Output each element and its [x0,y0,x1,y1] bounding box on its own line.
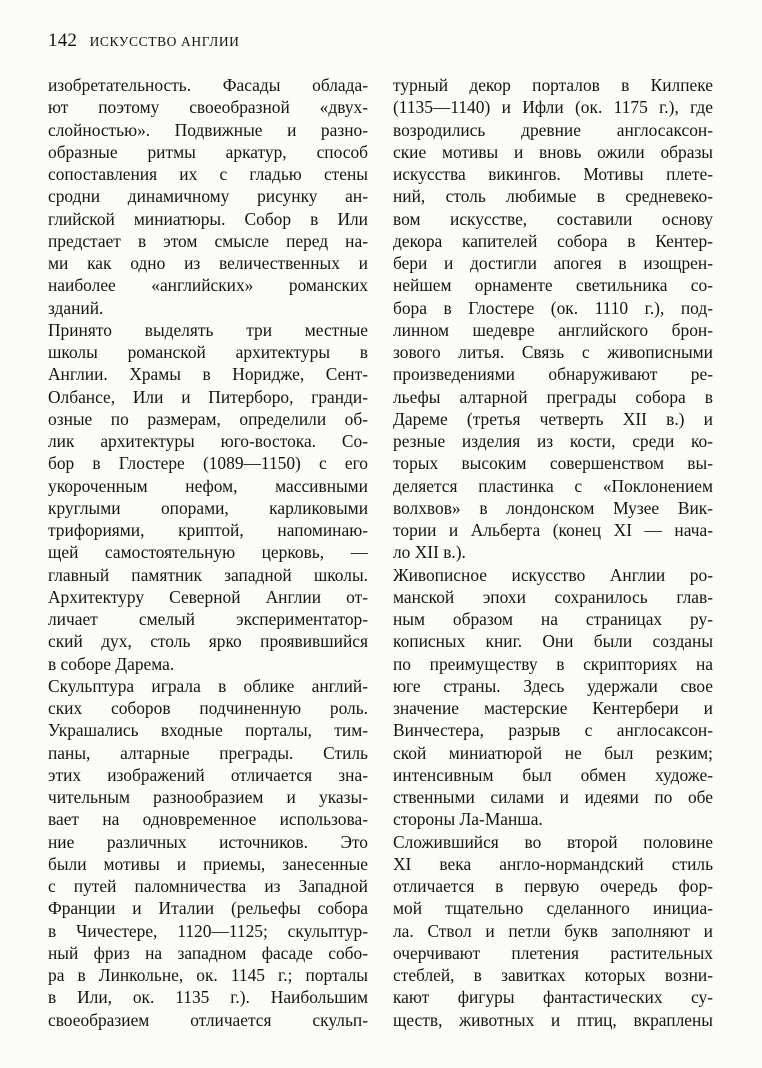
text-line: произведениями обнаруживают ре- [393,364,713,385]
text-line: деляется пластинка с «Поклонением [393,475,713,496]
text-line: озные по размерам, определили об- [48,408,368,429]
text-line: вом искусстве, составили основу [393,208,713,229]
text-line: Дареме (третья четверть XII в.) и [393,408,713,429]
text-line: ми как одно из величественных и [48,253,368,273]
text-line: Олбансе, Или и Питерборо, гранди- [48,386,368,407]
text-line: этих изображений отличается зна- [48,764,368,785]
text-line: школы романской архитектуры в [48,342,368,362]
text-line: Принято выделять три местные [48,319,368,340]
text-line: укороченным нефом, массивными [48,475,368,496]
running-header [48,30,240,52]
text-line: (1135—1140) и Ифли (ок. 1175 г.), где [393,97,713,118]
text-line: наиболее «английских» романских [48,275,368,296]
text-line: зового литья. Связь с живописными [393,342,713,362]
text-line: щей самостоятельную церковь, — [48,542,368,563]
text-line: вает на одновременное использова- [48,809,368,830]
text-line: чительным разнообразием и указы- [48,787,368,807]
text-line: стеблей, в завитках которых возни- [393,965,713,985]
text-line: возродились древние англосаксон- [393,119,713,140]
text-line: очерчивают плетения растительных [393,942,713,963]
text-line: ный фриз на западном фасаде собо- [48,942,368,963]
text-line: бор в Глостере (1089—1150) с его [48,453,368,474]
text-line: Англии. Храмы в Норидже, Сент- [48,364,368,385]
text-line: по преимуществу в скрипториях на [393,653,713,674]
text-line: мой тщательно сделанного инициа- [393,898,713,919]
text-line: трифориями, криптой, напоминаю- [48,520,368,540]
text-line: Украшались входные порталы, тим- [48,720,368,741]
text-line: лик архитектуры юго-востока. Со- [48,431,368,451]
text-line: нейшем орнаменте светильника со- [393,275,713,296]
text-column-left [48,74,368,1031]
text-line: ют поэтому своеобразной «двух- [48,97,368,118]
text-line: Живописное искусство Англии ро- [393,564,713,585]
text-line: льефы алтарной преграды собора в [393,386,713,407]
text-line: манской эпохи сохранилось глав- [393,586,713,607]
text-line: Сложившийся во второй половине [393,831,713,852]
text-line: резные изделия из кости, среди ко- [393,431,713,451]
text-line: бери и достигли апогея в изощрен- [393,253,713,273]
text-line: ские мотивы и вновь ожили образы [393,141,713,162]
text-line: сопоставления их с гладью стены [48,164,368,184]
text-line: Винчестера, разрыв с англосаксон- [393,720,713,741]
text-line: зданий. [48,297,104,318]
text-line: отличается в первую очередь фор- [393,876,713,896]
text-line: ным образом на страницах ру- [393,609,713,629]
text-line: линном шедевре английского брон- [393,319,713,340]
text-line: в Или, ок. 1135 г.). Наибольшим [48,987,368,1008]
text-line: торых высоким совершенством вы- [393,453,713,474]
text-line: личает смелый экспериментатор- [48,609,368,629]
text-line: в соборе Дарема. [48,653,175,674]
text-line: искусства викингов. Мотивы плете- [393,164,713,184]
text-line: XI века англо-нормандский стиль [393,853,713,874]
text-line: главный памятник западной школы. [48,564,368,585]
text-line: ственными силами и идеями по обе [393,787,713,807]
text-line: ра в Линкольне, ок. 1145 г.; порталы [48,965,368,985]
text-line: ской миниатюрой не был резким; [393,742,713,763]
text-line: Архитектуру Северной Англии от- [48,586,368,607]
text-line: паны, алтарные преграды. Стиль [48,742,368,763]
text-line: волхвов» в лондонском Музее Вик- [393,497,713,518]
text-line: кописных книг. Они были созданы [393,631,713,652]
text-line: изобретательность. Фасады облада- [48,75,368,95]
text-line: ние различных источников. Это [48,831,368,852]
text-line: круглыми опорами, карликовыми [48,497,368,518]
running-title: ИСКУССТВО АНГЛИИ [89,34,240,49]
text-line: в Чичестере, 1120—1125; скульптур- [48,920,368,941]
text-line: глийской миниатюры. Собор в Или [48,208,368,229]
text-line: тории и Альберта (конец XI — нача- [393,520,713,540]
text-line: ских соборов подчиненную роль. [48,698,368,718]
text-line: юге страны. Здесь удержали свое [393,675,713,696]
text-line: стороны Ла-Манша. [393,809,543,830]
text-line: ний, столь любимые в средневеко- [393,186,713,207]
text-line: интенсивным был обмен художе- [393,764,713,785]
text-line: ский дух, столь ярко проявившийся [48,631,368,652]
text-line: декора капителей собора в Кентер- [393,230,713,251]
text-line: турный декор порталов в Килпеке [393,75,713,95]
text-line: ло XII в.). [393,542,466,563]
text-line: бора в Глостере (ок. 1110 г.), под- [393,297,713,318]
text-line: предстает в этом смысле перед на- [48,230,368,251]
text-line: образные ритмы аркатур, способ [48,141,368,162]
page-number: 142 [48,30,78,51]
text-line: Франции и Италии (рельефы собора [48,898,368,919]
text-line: Скульптура играла в облике англий- [48,675,368,696]
text-line: с путей паломничества из Западной [48,876,368,896]
text-line: слойностью». Подвижные и разно- [48,119,368,140]
text-line: своеобразием отличается скульп- [48,1009,368,1030]
text-column-right [393,74,713,1031]
text-line: значение мастерские Кентербери и [393,698,713,718]
text-line: сродни динамичному рисунку ан- [48,186,368,207]
text-line: ществ, животных и птиц, вкраплены [393,1009,713,1030]
text-line: были мотивы и приемы, занесенные [48,853,368,874]
text-line: ла. Ствол и петли букв заполняют и [393,920,713,941]
text-line: кают фигуры фантастических су- [393,987,713,1008]
